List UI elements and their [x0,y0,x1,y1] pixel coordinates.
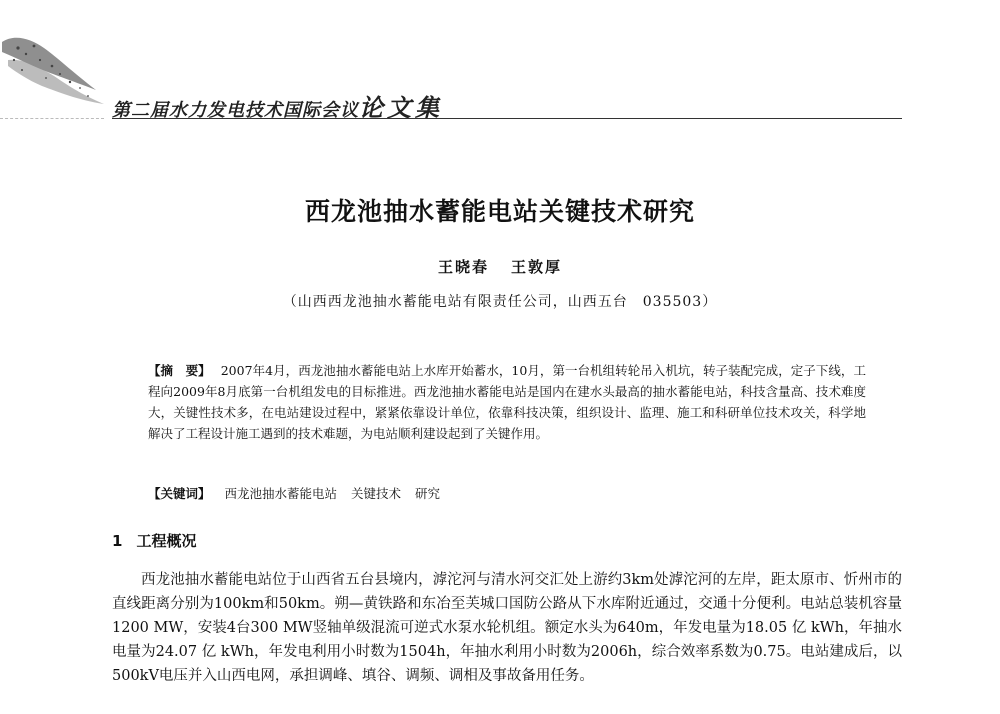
abstract-label: 【摘 要】 [148,363,211,378]
author-name: 王敦厚 [511,258,563,276]
author-list [0,256,1000,277]
collection-label: 论文集 [359,93,443,122]
abstract-text: 2007年4月，西龙池抽水蓄能电站上水库开始蓄水，10月，第一台机组转轮吊入机坑，转子装配完成，定子下线，工程向2009年8月底第一台机组发电的目标推进。西龙池抽水蓄能电站是国内在建水头最高的抽水蓄能电站，科技含量高、技术难度大，关键性技术多，在电站建设过程中，紧紧依靠设计单位，依靠科技决策，组织设计、监理、施工和科研单位技术攻关，科学地解决了工程设计施工遇到的技术难题，为电站顺利建设起到了关键作用。 [148,363,866,441]
paper-title: 西龙池抽水蓄能电站关键技术研究 [304,197,695,226]
section-number: 1 [112,532,123,550]
section-heading [112,530,196,551]
keywords-label: 【关键词】 [148,486,211,501]
running-header [0,0,1000,130]
author-name: 王晓春 [437,258,489,276]
keywords [148,483,866,504]
keyword: 关键技术 [351,486,402,501]
header-rule-faint [0,118,104,119]
conference-name: 第二届水力发电技术国际会议 [112,100,359,121]
section-paragraph: 西龙池抽水蓄能电站位于山西省五台县境内，滹沱河与清水河交汇处上游约3km处滹沱河的左岸，距太原市、忻州市的直线距离分别为100km和50km。朔—黄铁路和东冶至芙城口国防公路从下水库附近通过，交通十分便利。电站总装机容量1200 MW，安装4台300 MW竖轴单级混流可逆式水泵水轮机组。额定水头为640m，年发电量为18.05 亿 kWh，年抽水电量为24.07 亿 kWh，年发电利用小时数为1504h，年抽水利用小时数为2006h，综合效率系数为0.75。电站建成后，以500kV电压并入山西电网，承担调峰、填谷、调频、调相及事故备用任务。 [112,572,902,684]
affiliation: （山西西龙池抽水蓄能电站有限责任公司，山西五台 035503） [282,294,718,310]
header-rule [112,118,902,119]
section-title: 工程概况 [136,532,197,550]
brush-decoration-icon [0,30,112,110]
abstract [148,360,866,444]
keyword: 西龙池抽水蓄能电站 [224,486,338,501]
keyword: 研究 [415,486,441,501]
